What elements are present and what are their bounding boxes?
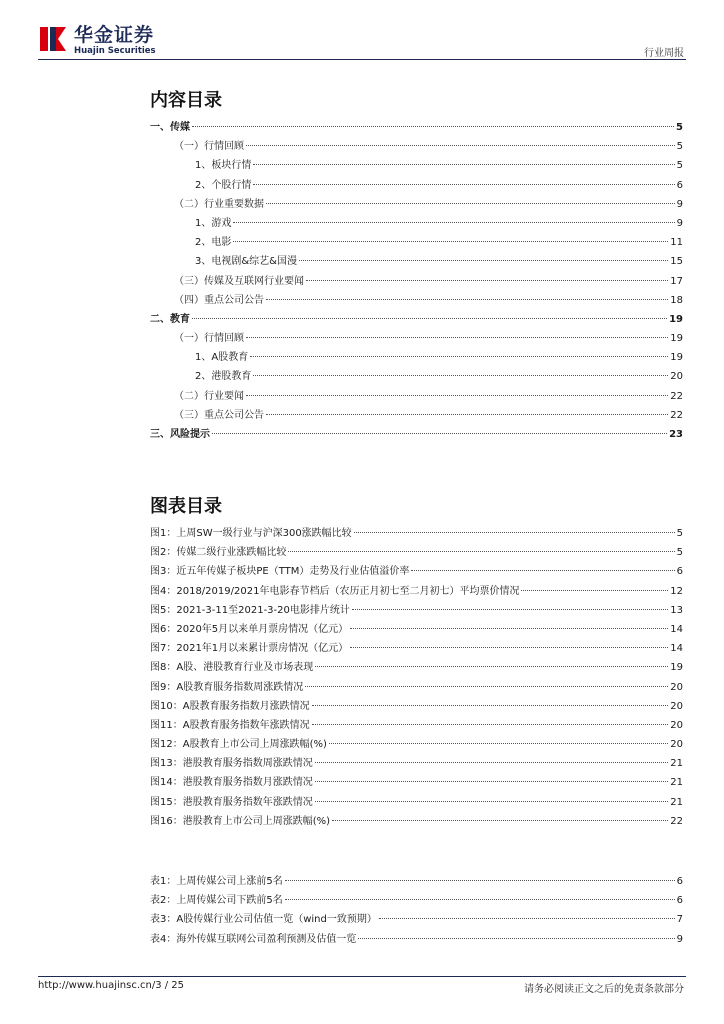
table-entry-label: 表4：海外传媒互联网公司盈利预测及估值一览 [150,933,357,945]
toc-entry-label: 1、游戏 [195,217,232,229]
dot-leader [285,899,675,900]
toc-entry-label: 2、港股教育 [195,371,252,383]
figure-entry-page: 5 [676,547,683,559]
figure-entry[interactable] [150,524,683,543]
toc-entry-page: 9 [676,217,683,229]
dot-leader [246,145,675,146]
dot-leader [266,203,675,204]
toc-entry[interactable] [150,176,683,195]
toc-entry-label: 一、传媒 [150,122,190,133]
figure-entry-label: 图7：2021年1月以来累计票房情况（亿元） [150,643,349,655]
figure-entry[interactable] [150,658,683,677]
dot-leader [212,433,667,434]
figure-entry-page: 21 [670,758,683,770]
toc-entry-page: 18 [670,294,683,306]
toc-entry[interactable] [150,406,683,425]
figure-entry-label: 图11：A股教育服务指数年涨跌情况 [150,719,310,731]
dot-leader [253,375,668,376]
figure-entry-label: 图2：传媒二级行业涨跌幅比较 [150,547,287,559]
toc-entry-page: 9 [676,198,683,210]
toc-entry-page: 5 [676,160,683,172]
figure-entry[interactable] [150,678,683,697]
toc-entry[interactable] [150,291,683,310]
dot-leader [329,743,668,744]
figure-entry[interactable] [150,620,683,639]
toc-entry-label: （三）传媒及互联网行业要闻 [174,275,304,287]
table-entry-page: 6 [676,876,683,887]
figure-entry-page: 5 [676,528,683,539]
huajin-logo-icon [38,24,68,54]
dot-leader [250,356,668,357]
figure-entry-page: 12 [670,585,683,597]
footer-disclaimer: 请务必阅读正文之后的免责条款部分 [524,984,684,995]
figure-entry-page: 6 [676,566,683,578]
dot-leader [312,724,669,725]
dot-leader [299,260,668,261]
figures-title: 图表目录 [150,496,222,517]
toc-entry-label: （二）行业重要数据 [174,198,264,210]
footer-divider [38,976,686,977]
toc-entry-label: （四）重点公司公告 [174,294,264,306]
figure-entry[interactable] [150,697,683,716]
dot-leader [192,318,667,319]
dot-leader [253,184,674,185]
toc-entry-page: 5 [676,141,683,153]
figure-entry-page: 20 [670,719,683,731]
toc-entry[interactable] [150,214,683,233]
dot-leader [411,570,674,571]
toc-entry[interactable] [150,137,683,156]
figure-entry[interactable] [150,812,683,831]
figure-entry-label: 图5：2021-3-11至2021-3-20电影排片统计 [150,604,350,616]
contents-title: 内容目录 [150,90,222,111]
toc-entry-label: 2、电影 [195,237,232,249]
dot-leader [521,590,668,591]
page-header [38,22,686,62]
toc-entry-page: 19 [670,333,683,345]
figure-entry-page: 14 [670,643,683,655]
figure-entry[interactable] [150,582,683,601]
figure-entry[interactable] [150,543,683,562]
toc-entry-label: 2、个股行情 [195,179,252,191]
figure-entry-page: 20 [670,681,683,693]
table-entry[interactable] [150,891,683,910]
table-entry[interactable] [150,872,683,891]
dot-leader [192,126,674,127]
toc-entry[interactable] [150,310,683,329]
dot-leader [350,628,668,629]
toc-entry-label: 1、A股教育 [195,352,249,364]
figures-list [150,524,683,831]
dot-leader [253,164,674,165]
toc-entry-page: 19 [670,352,683,364]
figure-entry[interactable] [150,716,683,735]
toc-entry[interactable] [150,233,683,252]
toc-entry-label: （一）行情回顾 [174,333,244,345]
figure-entry-label: 图10：A股教育服务指数月涨跌情况 [150,700,310,712]
toc-entry-page: 15 [670,256,683,268]
table-entry-page: 7 [676,914,683,926]
figure-entry[interactable] [150,754,683,773]
figure-entry-page: 14 [670,623,683,635]
figure-entry-label: 图1：上周SW一级行业与沪深300涨跌幅比较 [150,528,352,539]
dot-leader [288,551,674,552]
logo-english-name: Huajin Securities [74,46,156,56]
table-entry-label: 表1：上周传媒公司上涨前5名 [150,876,283,887]
dot-leader [352,609,668,610]
figure-entry-page: 20 [670,700,683,712]
figure-entry[interactable] [150,601,683,620]
dot-leader [379,918,675,919]
figure-entry[interactable] [150,562,683,581]
dot-leader [315,666,668,667]
figure-entry-label: 图13：港股教育服务指数周涨跌情况 [150,758,313,770]
figure-entry-label: 图12：A股教育上市公司上周涨跌幅(%) [150,739,327,751]
table-entry-page: 6 [676,895,683,907]
figure-entry[interactable] [150,793,683,812]
toc-entry[interactable] [150,348,683,367]
figure-entry-page: 13 [670,604,683,616]
toc-entry-label: （二）行业要闻 [174,390,244,402]
dot-leader [315,801,669,802]
figure-entry[interactable] [150,735,683,754]
dot-leader [315,781,669,782]
figure-entry-label: 图9：A股教育服务指数周涨跌情况 [150,681,304,693]
contents-list [150,118,683,444]
figure-entry-label: 图3：近五年传媒子板块PE（TTM）走势及行业估值溢价率 [150,566,410,578]
dot-leader [305,686,668,687]
toc-entry-page: 22 [670,409,683,421]
dot-leader [266,299,668,300]
figure-entry-label: 图4：2018/2019/2021年电影春节档后（农历正月初七至二月初七）平均票价情况 [150,585,520,597]
logo-chinese-name: 华金证券 [74,24,155,46]
figure-entry[interactable] [150,639,683,658]
dot-leader [233,241,668,242]
dot-leader [233,222,674,223]
toc-entry[interactable] [150,118,683,137]
toc-entry-page: 22 [670,390,683,402]
figure-entry-label: 图14：港股教育服务指数月涨跌情况 [150,777,313,789]
toc-entry[interactable] [150,367,683,386]
toc-entry-page: 11 [670,237,683,249]
table-entry-page: 9 [676,933,683,945]
tables-list [150,872,683,949]
toc-entry[interactable] [150,272,683,291]
figure-entry-label: 图6：2020年5月以来单月票房情况（亿元） [150,623,349,635]
toc-entry[interactable] [150,195,683,214]
figure-entry-page: 21 [670,777,683,789]
toc-entry-page: 17 [670,275,683,287]
figure-entry-page: 19 [670,662,683,674]
header-divider [38,59,686,60]
dot-leader [350,647,668,648]
toc-entry-label: 3、电视剧&综艺&国漫 [195,256,297,268]
dot-leader [246,337,668,338]
toc-entry-label: （三）重点公司公告 [174,409,264,421]
toc-entry[interactable] [150,252,683,271]
figure-entry-page: 21 [670,796,683,808]
footer-url-page[interactable]: http://www.huajinsc.cn/3 / 25 [38,980,185,991]
toc-entry-page: 6 [676,179,683,191]
dot-leader [246,395,668,396]
figure-entry-label: 图8：A股、港股教育行业及市场表现 [150,662,314,674]
dot-leader [306,280,668,281]
toc-entry[interactable] [150,329,683,348]
dot-leader [285,880,675,881]
table-entry[interactable] [150,910,683,929]
toc-entry-label: 三、风险提示 [150,429,210,440]
toc-entry-page: 19 [669,313,683,325]
table-entry-label: 表3：A股传媒行业公司估值一览（wind一致预期） [150,914,377,926]
figure-entry-label: 图15：港股教育服务指数年涨跌情况 [150,796,313,808]
figure-entry-page: 22 [670,815,683,827]
toc-entry[interactable] [150,387,683,406]
dot-leader [266,414,668,415]
dot-leader [312,705,669,706]
toc-entry-page: 20 [670,371,683,383]
toc-entry[interactable] [150,156,683,175]
figure-entry-label: 图16：港股教育上市公司上周涨跌幅(%) [150,815,331,827]
toc-entry-page: 5 [676,122,683,133]
toc-entry-label: 二、教育 [150,313,190,325]
table-entry-label: 表2：上周传媒公司下跌前5名 [150,895,283,907]
dot-leader [332,820,668,821]
report-type: 行业周报 [644,48,684,59]
dot-leader [354,532,675,533]
figure-entry-page: 20 [670,739,683,751]
figure-entry[interactable] [150,773,683,792]
toc-entry[interactable] [150,425,683,444]
dot-leader [358,938,674,939]
dot-leader [315,762,669,763]
toc-entry-label: （一）行情回顾 [174,141,244,153]
toc-entry-label: 1、板块行情 [195,160,252,172]
table-entry[interactable] [150,930,683,949]
toc-entry-page: 23 [669,429,683,440]
